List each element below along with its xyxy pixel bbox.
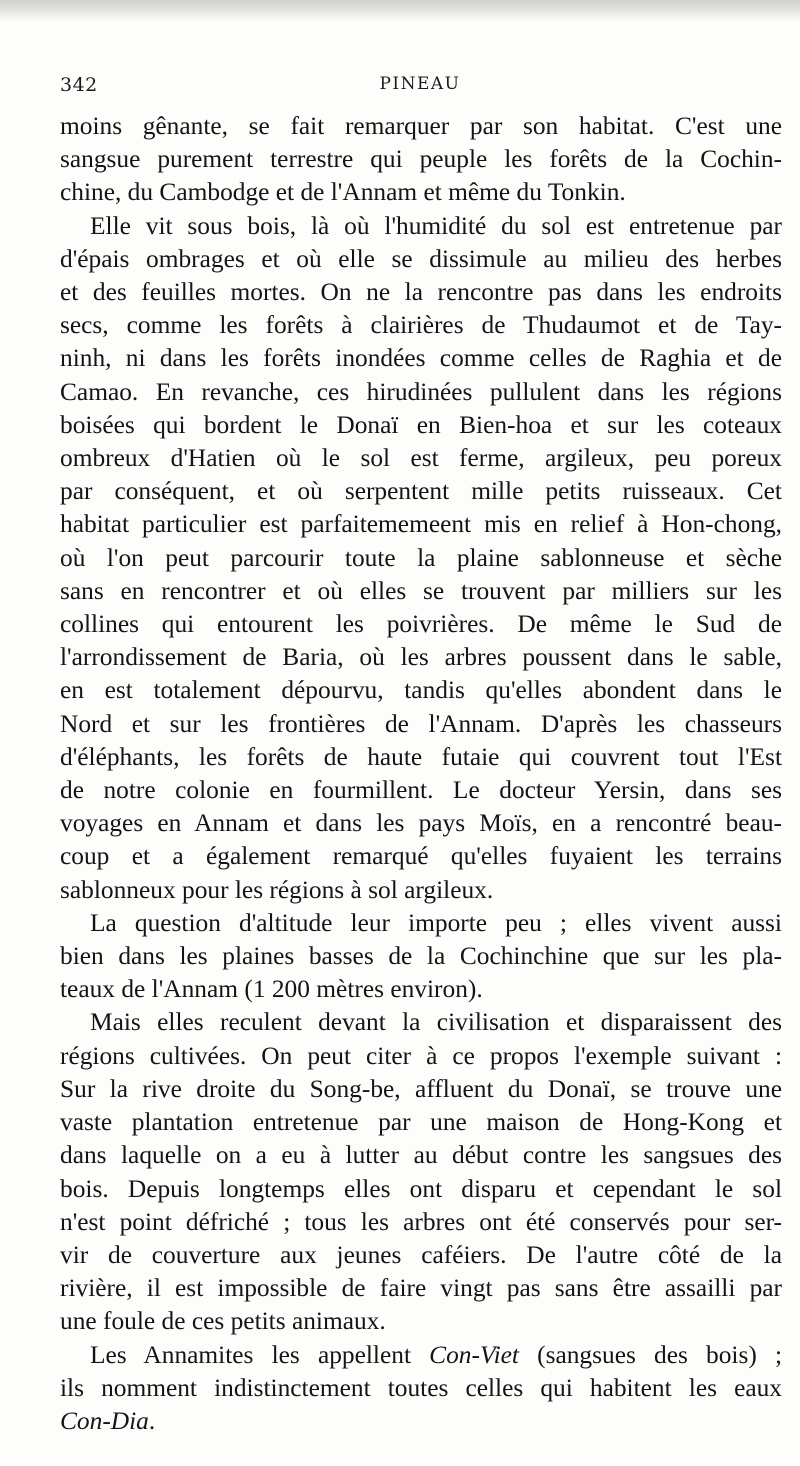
text-line: Mais elles reculent devant la civilisation et disparaissent des (90, 1008, 782, 1037)
text-line: n'est point défriché ; tous les arbres ont été conservés pour ser- (60, 1207, 782, 1236)
text-line: moins gênante, se fait remarquer par son habitat. C'est une (60, 112, 782, 140)
text-line: Elle vit sous bois, là où l'humidité du sol est entretenue par (90, 211, 782, 240)
text-line: bois. Depuis longtemps elles ont disparu et cependant le sol (60, 1174, 782, 1203)
text-line: d'éléphants, les forêts de haute futaie qui couvrent tout l'Est (60, 742, 782, 771)
running-head: PINEAU (379, 74, 461, 94)
text-line: sablonneux pour les régions à sol argileux. (60, 875, 494, 904)
text-line: dans laquelle on a eu à lutter au début contre les sangsues des (60, 1141, 782, 1170)
text-line: d'épais ombrages et où elle se dissimule au milieu des herbes (60, 244, 782, 273)
text-line: par conséquent, et où serpentent mille petits ruisseaux. Cet (60, 477, 782, 506)
text-line: chine, du Cambodge et de l'Annam et même du Tonkin. (60, 178, 626, 207)
paragraph-4 (60, 1006, 782, 1338)
paragraph-2 (60, 210, 782, 907)
text-line: Nord et sur les frontières de l'Annam. D'après les chasseurs (60, 709, 782, 738)
text-line: de notre colonie en fourmillent. Le docteur Yersin, dans ses (60, 776, 782, 805)
text-line: rivière, il est impossible de faire vingt pas sans être assailli par (60, 1274, 782, 1303)
scan-edge-shadow (0, 0, 800, 22)
text-line: La question d'altitude leur importe peu ; elles vivent aussi (90, 908, 782, 937)
text-line: boisées qui bordent le Donaï en Bien-hoa et sur les coteaux (60, 410, 782, 439)
text-line: vaste plantation entretenue par une maison de Hong-Kong et (60, 1108, 782, 1137)
body-text (60, 110, 782, 1438)
text-line: collines qui entourent les poivrières. De même le Sud de (60, 610, 782, 639)
text-line: bien dans les plaines basses de la Cochinchine que sur les pla- (60, 942, 782, 971)
text-line: coup et a également remarqué qu'elles fuyaient les terrains (60, 842, 782, 871)
text-segment: . (148, 1406, 156, 1435)
paragraph-5 (60, 1339, 782, 1439)
text-line: vir de couverture aux jeunes caféiers. De l'autre côté de la (60, 1240, 782, 1269)
text-line: en est totalement dépourvu, tandis qu'elles abondent dans le (60, 676, 782, 705)
paragraph-1 (60, 110, 782, 210)
text-line: Camao. En revanche, ces hirudinées pullulent dans les régions (60, 377, 782, 406)
text-line: habitat particulier est parfaitememeent mis en relief à Hon-chong, (60, 510, 782, 539)
text-line: régions cultivées. On peut citer à ce propos l'exemple suivant : (60, 1041, 782, 1070)
text-line: ninh, ni dans les forêts inondées comme celles de Raghia et de (60, 344, 782, 373)
italic-term: Con-Dia (60, 1406, 149, 1435)
text-line: et des feuilles mortes. On ne la rencontre pas dans les endroits (60, 278, 782, 307)
text-segment: (sangsues des bois) ; (518, 1340, 782, 1369)
text-line: Sur la rive droite du Song-be, affluent du Donaï, se trouve une (60, 1074, 782, 1103)
text-segment: Les Annamites les appellent (90, 1340, 430, 1369)
text-line (60, 1339, 782, 1372)
paragraph-3 (60, 907, 782, 1007)
text-line: teaux de l'Annam (1 200 mètres environ). (60, 975, 483, 1004)
text-line: où l'on peut parcourir toute la plaine sablonneuse et sèche (60, 543, 782, 572)
text-line: une foule de ces petits animaux. (60, 1307, 386, 1336)
text-line: secs, comme les forêts à clairières de Thudaumot et de Tay- (60, 311, 782, 340)
text-line: ombreux d'Hatien où le sol est ferme, argileux, peu poreux (60, 444, 782, 473)
page-header (60, 74, 780, 104)
text-line: sans en rencontrer et où elles se trouvent par milliers sur les (60, 576, 782, 605)
text-line: sangsue purement terrestre qui peuple les forêts de la Cochin- (60, 145, 782, 174)
text-line (60, 1405, 782, 1438)
italic-term: Con-Viet (429, 1340, 519, 1369)
text-line: ils nomment indistinctement toutes celles qui habitent les eaux (60, 1373, 782, 1402)
text-line: l'arrondissement de Baria, où les arbres poussent dans le sable, (60, 643, 782, 672)
text-line: voyages en Annam et dans les pays Moïs, en a rencontré beau- (60, 809, 782, 838)
page-number: 342 (60, 74, 98, 96)
